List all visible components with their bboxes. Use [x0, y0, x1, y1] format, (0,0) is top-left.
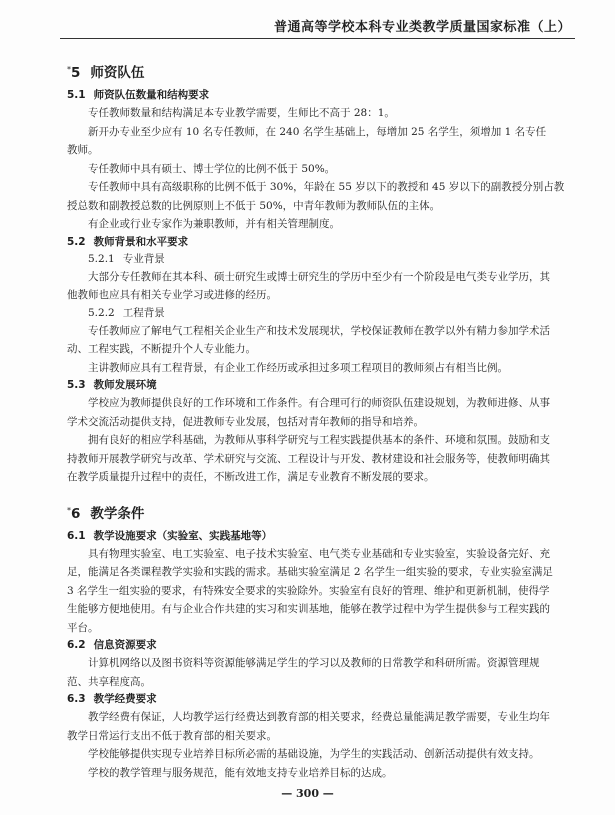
section-heading-5 — [67, 60, 577, 83]
subsection-heading-5-1 — [67, 87, 577, 104]
paragraph-line: 新开办专业至少应有 10 名专任教师，在 240 名学生基础上，每增加 25 名学生，须增加 1 名专任 — [88, 125, 547, 138]
subsection-title: 教学设施要求（实验室、实践基地等） — [93, 529, 273, 542]
paragraph-line: 具有物理实验室、电工实验室、电子技术实验室、电气类专业基础和专业实验室，实验设备完好、充 — [88, 547, 550, 560]
paragraph — [67, 178, 577, 215]
paragraph — [67, 359, 577, 378]
subsection-number: 5.1 — [67, 89, 86, 101]
subsection-title: 教师发展环境 — [93, 379, 157, 391]
subsection-number: 6.3 — [67, 693, 86, 705]
paragraph-line: 大部分专任教师在其本科、硕士研究生或博士研究生的学历中至少有一个阶段是电气类专业学历，其 — [88, 270, 550, 283]
paragraph-line: 教师。 — [67, 144, 99, 156]
subsection-title: 教师背景和水平要求 — [93, 235, 189, 248]
paragraph-line: 专任教师应了解电气工程相关企业生产和技术发展现状，学校保证教师在教学以外有精力参加学术活 — [88, 324, 550, 337]
paragraph — [67, 160, 577, 179]
paragraph-line: 学术交流活动提供支持，促进教师专业发展，包括对青年教师的指导和培养。 — [67, 415, 424, 428]
paragraph-line: 3 名学生一组实验的要求，有特殊安全要求的实验除外。实验室有良好的管理、维护和更新机制，使得学 — [67, 584, 550, 597]
paragraph — [67, 394, 577, 431]
paragraph — [67, 431, 577, 487]
paragraph-line: 专任教师数量和结构满足本专业教学需要，生师比不高于 28：1。 — [88, 107, 395, 119]
subsection-number: 5.3 — [67, 379, 86, 391]
paragraph — [67, 654, 577, 691]
paragraph — [67, 215, 577, 234]
subsection-heading-5-2 — [67, 234, 577, 251]
page-number: — 300 — — [281, 787, 334, 800]
paragraph — [67, 545, 577, 638]
page-content — [67, 60, 577, 782]
paragraph-line: 授总数和副教授总数的比例原则上不低于 50%，中青年教师为教师队伍的主体。 — [67, 199, 441, 212]
paragraph-line: 专任教师中具有高级职称的比例不低于 30%，年龄在 55 岁以下的教授和 45 岁以下的副教授分别占教 — [88, 181, 565, 193]
paragraph-line: 在教学质量提升过程中的责任，不断改进工作，满足专业教育不断发展的要求。 — [67, 471, 435, 483]
item-title: 专业背景 — [122, 252, 165, 265]
paragraph-line: 教学日常运行支出不低于教育部的相关要求。 — [67, 729, 277, 742]
section-gap — [67, 487, 577, 501]
paragraph-line: 范、共享程度高。 — [67, 675, 151, 688]
paragraph-line: 学校应为教师提供良好的工作环境和工作条件。有合理可行的师资队伍建设规划，为教师进修、从事 — [88, 397, 550, 409]
paragraph-line: 有企业或行业专家作为兼职教师，并有相关管理制度。 — [88, 218, 340, 230]
section-heading-6 — [67, 501, 577, 524]
paragraph — [67, 104, 577, 123]
subsection-number: 6.1 — [67, 529, 86, 542]
paragraph-line: 生能够方便地使用。有与企业合作共建的实习和实训基地，能够在教学过程中为学生提供参与工程实践的 — [67, 603, 550, 615]
paragraph — [67, 322, 577, 359]
paragraph — [67, 745, 577, 764]
subsection-heading-6-1 — [67, 528, 577, 545]
paragraph-line: 学校能够提供实现专业培养目标所必需的基础设施，为学生的实践活动、创新活动提供有效支持。 — [88, 748, 540, 760]
item-title: 工程背景 — [122, 306, 165, 319]
section-number-text: 5 — [71, 65, 81, 81]
paragraph-line: 学校的教学管理与服务规范，能有效地支持专业培养目标的达成。 — [88, 766, 393, 779]
subsection-title: 信息资源要求 — [93, 639, 157, 651]
paragraph-line: 拥有良好的相应学科基础，为教师从事科学研究与工程实践提供基本的条件、环境和氛围。鼓励和支 — [88, 434, 550, 446]
paragraph-line: 足，能满足各类课程教学实验和实践的需求。基础实验室满足 2 名学生一组实验的要求，专业实验室满足 — [67, 566, 553, 578]
section-number: *6 — [67, 505, 81, 522]
subsection-heading-6-2 — [67, 637, 577, 654]
section-title: 师资队伍 — [90, 65, 145, 81]
paragraph — [67, 708, 577, 745]
paragraph — [67, 764, 577, 783]
paragraph-line: 平台。 — [67, 621, 99, 634]
item-heading-5-2-1 — [67, 251, 577, 268]
paragraph-line: 计算机网络以及图书资料等资源能够满足学生的学习以及教师的日常教学和科研所需。资源管理规 — [88, 657, 540, 669]
section-number: *5 — [67, 65, 81, 81]
paragraph — [67, 268, 577, 305]
item-number: 5.2.1 — [88, 252, 115, 265]
subsection-heading-5-3 — [67, 377, 577, 394]
subsection-number: 6.2 — [67, 639, 86, 651]
item-heading-5-2-2 — [67, 305, 577, 322]
running-header — [60, 16, 575, 39]
subsection-number: 5.2 — [67, 235, 86, 248]
paragraph-line: 专任教师中具有硕士、博士学位的比例不低于 50%。 — [88, 162, 336, 175]
section-title: 教学条件 — [90, 505, 145, 522]
header-title: 普通高等学校本科专业类教学质量国家标准（上） — [273, 20, 571, 35]
paragraph — [67, 123, 577, 160]
paragraph-line: 他教师也应具有相关专业学习或进修的经历。 — [67, 289, 277, 301]
paragraph-line: 主讲教师应具有工程背景，有企业工作经历或承担过多项工程项目的教师须占有相当比例。 — [88, 361, 508, 374]
paragraph-line: 教学经费有保证，人均教学运行经费达到教育部的相关要求，经费总量能满足教学需要，专业生均年 — [88, 711, 550, 723]
paragraph-line: 动、工程实践，不断提升个人专业能力。 — [67, 343, 256, 355]
subsection-heading-6-3 — [67, 691, 577, 708]
subsection-title: 教学经费要求 — [93, 693, 157, 705]
paragraph-line: 持教师开展教学研究与改革、学术研究与交流、工程设计与开发、教材建设和社会服务等，使教师明确其 — [67, 452, 550, 465]
item-number: 5.2.2 — [88, 306, 115, 319]
section-number-text: 6 — [71, 505, 81, 522]
subsection-title: 师资队伍数量和结构要求 — [93, 89, 210, 101]
